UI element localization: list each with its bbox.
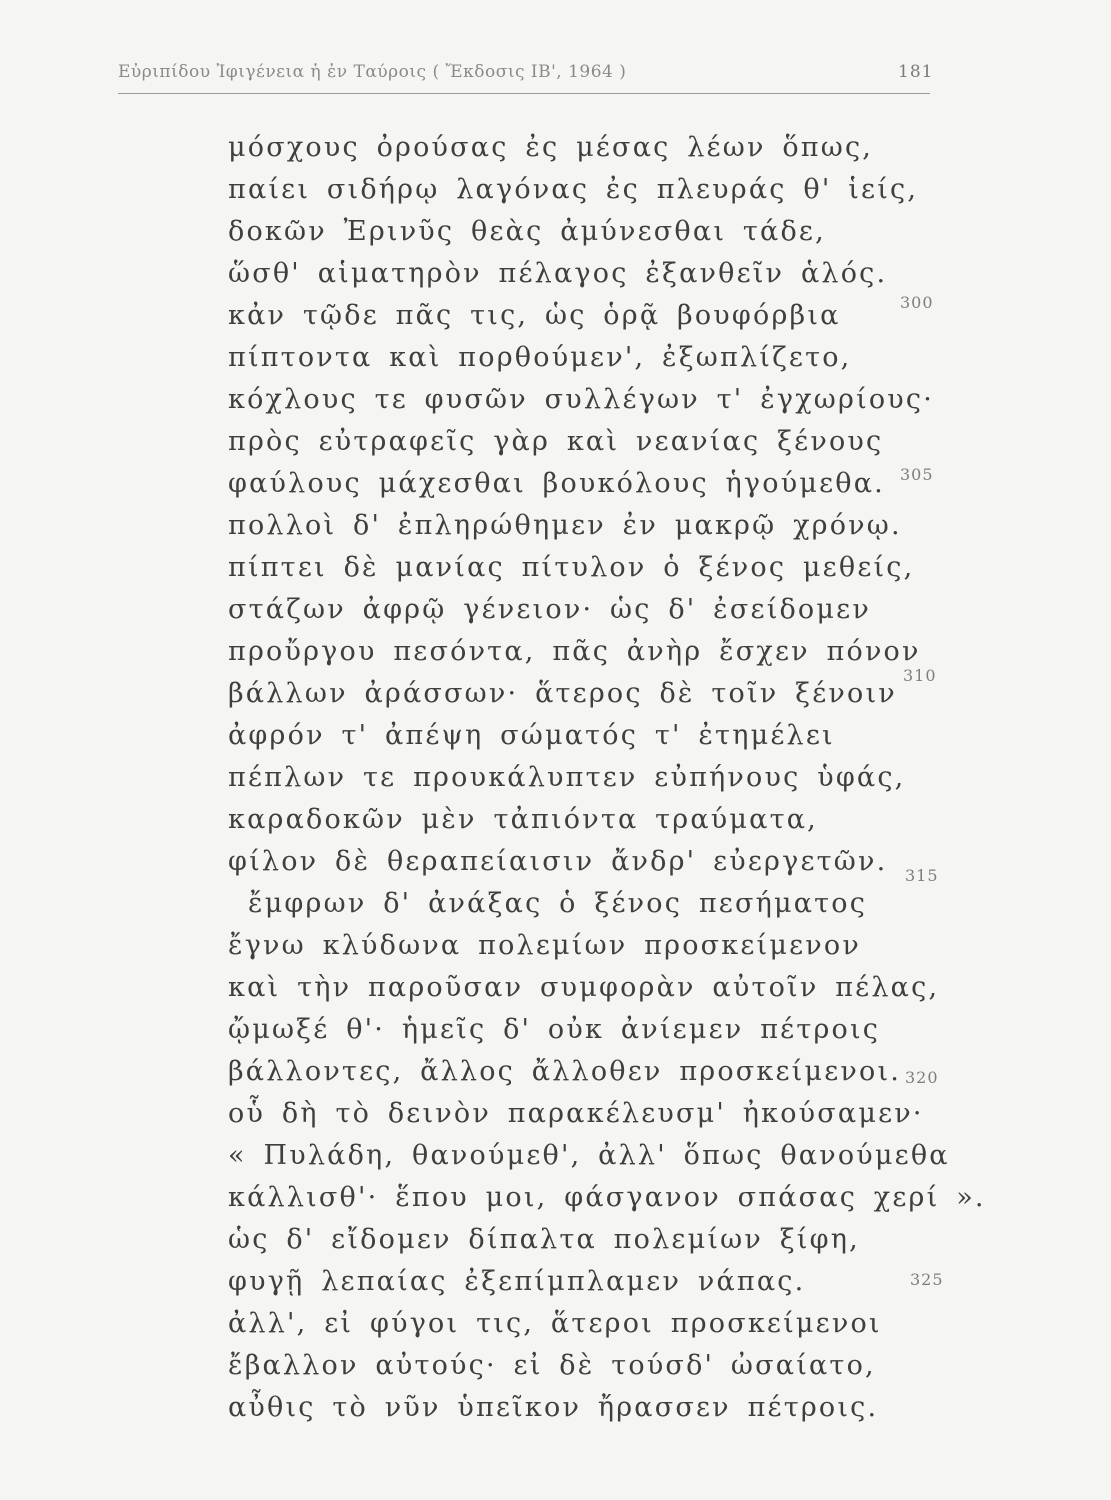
verse-line: ὡς δ' εἴδομεν δίπαλτα πολεμίων ξίφη, bbox=[228, 1224, 860, 1255]
verse-line: κόχλους τε φυσῶν συλλέγων τ' ἐγχωρίους· bbox=[228, 384, 935, 415]
verse-line: καραδοκῶν μὲν τἀπιόντα τραύματα, bbox=[228, 804, 818, 835]
verse-line: « Πυλάδη, θανούμεθ', ἀλλ' ὅπως θανούμεθα bbox=[228, 1140, 950, 1171]
verse-line: πέπλων τε προυκάλυπτεν εὐπήνους ὑφάς, bbox=[228, 762, 906, 793]
verse-line: αὖθις τὸ νῦν ὑπεῖκον ἤρασσεν πέτροις. bbox=[228, 1392, 879, 1423]
verse-line: στάζων ἀφρῷ γένειον· ὡς δ' ἐσείδομεν bbox=[228, 594, 871, 625]
verse-line-indented: ἔμφρων δ' ἀνάξας ὁ ξένος πεσήματος bbox=[248, 888, 868, 919]
verse-line: ἔβαλλον αὐτούς· εἰ δὲ τούσδ' ὠσαίατο, bbox=[228, 1350, 876, 1381]
line-number: 300 bbox=[900, 293, 934, 312]
line-number: 320 bbox=[905, 1068, 939, 1087]
verse-line: φίλον δὲ θεραπείαισιν ἄνδρ' εὐεργετῶν. bbox=[228, 846, 888, 877]
verse-line: οὗ δὴ τὸ δεινὸν παρακέλευσμ' ἠκούσαμεν· bbox=[228, 1098, 924, 1129]
line-number: 305 bbox=[900, 465, 934, 484]
verse-line: ἀλλ', εἰ φύγοι τις, ἅτεροι προσκείμενοι bbox=[228, 1308, 882, 1339]
verse-line: ἔγνω κλύδωνα πολεμίων προσκείμενον bbox=[228, 930, 861, 961]
verse-line: φαύλους μάχεσθαι βουκόλους ἡγούμεθα. bbox=[228, 468, 885, 499]
verse-line: μόσχους ὀρούσας ἐς μέσας λέων ὅπως, bbox=[228, 132, 874, 163]
verse-line: δοκῶν Ἐρινῦς θεὰς ἀμύνεσθαι τάδε, bbox=[228, 216, 826, 247]
verse-line: πίπτει δὲ μανίας πίτυλον ὁ ξένος μεθείς, bbox=[228, 552, 915, 583]
verse-line: κάλλισθ'· ἕπου μοι, φάσγανον σπάσας χερί ». bbox=[228, 1182, 986, 1213]
verse-line: ἀφρόν τ' ἀπέψη σώματός τ' ἐτημέλει bbox=[228, 720, 835, 751]
line-number: 310 bbox=[903, 666, 937, 685]
verse-line: παίει σιδήρῳ λαγόνας ἐς πλευράς θ' ἱείς, bbox=[228, 174, 919, 205]
verse-line: ὥσθ' αἱματηρὸν πέλαγος ἐξανθεῖν ἁλός. bbox=[228, 258, 888, 289]
verse-line: φυγῇ λεπαίας ἐξεπίμπλαμεν νάπας. bbox=[228, 1266, 806, 1297]
verse-line: βάλλων ἀράσσων· ἅτερος δὲ τοῖν ξένοιν bbox=[228, 678, 897, 709]
page-number: 181 bbox=[898, 62, 934, 82]
verse-line: βάλλοντες, ἄλλος ἄλλοθεν προσκείμενοι. bbox=[228, 1056, 902, 1087]
verse-line: προὔργου πεσόντα, πᾶς ἀνὴρ ἔσχεν πόνον bbox=[228, 636, 921, 667]
verse-line: ᾤμωξέ θ'· ἡμεῖς δ' οὐκ ἀνίεμεν πέτροις bbox=[228, 1014, 881, 1045]
line-number: 315 bbox=[905, 866, 939, 885]
verse-line: πίπτοντα καὶ πορθούμεν', ἐξωπλίζετο, bbox=[228, 342, 852, 373]
verse-line: πολλοὶ δ' ἐπληρώθημεν ἐν μακρῷ χρόνῳ. bbox=[228, 510, 902, 541]
verse-line: καὶ τὴν παροῦσαν συμφορὰν αὐτοῖν πέλας, bbox=[228, 972, 940, 1003]
line-number: 325 bbox=[910, 1270, 944, 1289]
verse-line: πρὸς εὐτραφεῖς γὰρ καὶ νεανίας ξένους bbox=[228, 426, 884, 457]
verse-line: κἀν τῷδε πᾶς τις, ὡς ὁρᾷ βουφόρβια bbox=[228, 300, 841, 331]
running-title: Εὐριπίδου Ἰφιγένεια ἡ ἐν Ταύροις ( Ἔκδοσις ΙΒ', 1964 ) bbox=[118, 62, 627, 82]
